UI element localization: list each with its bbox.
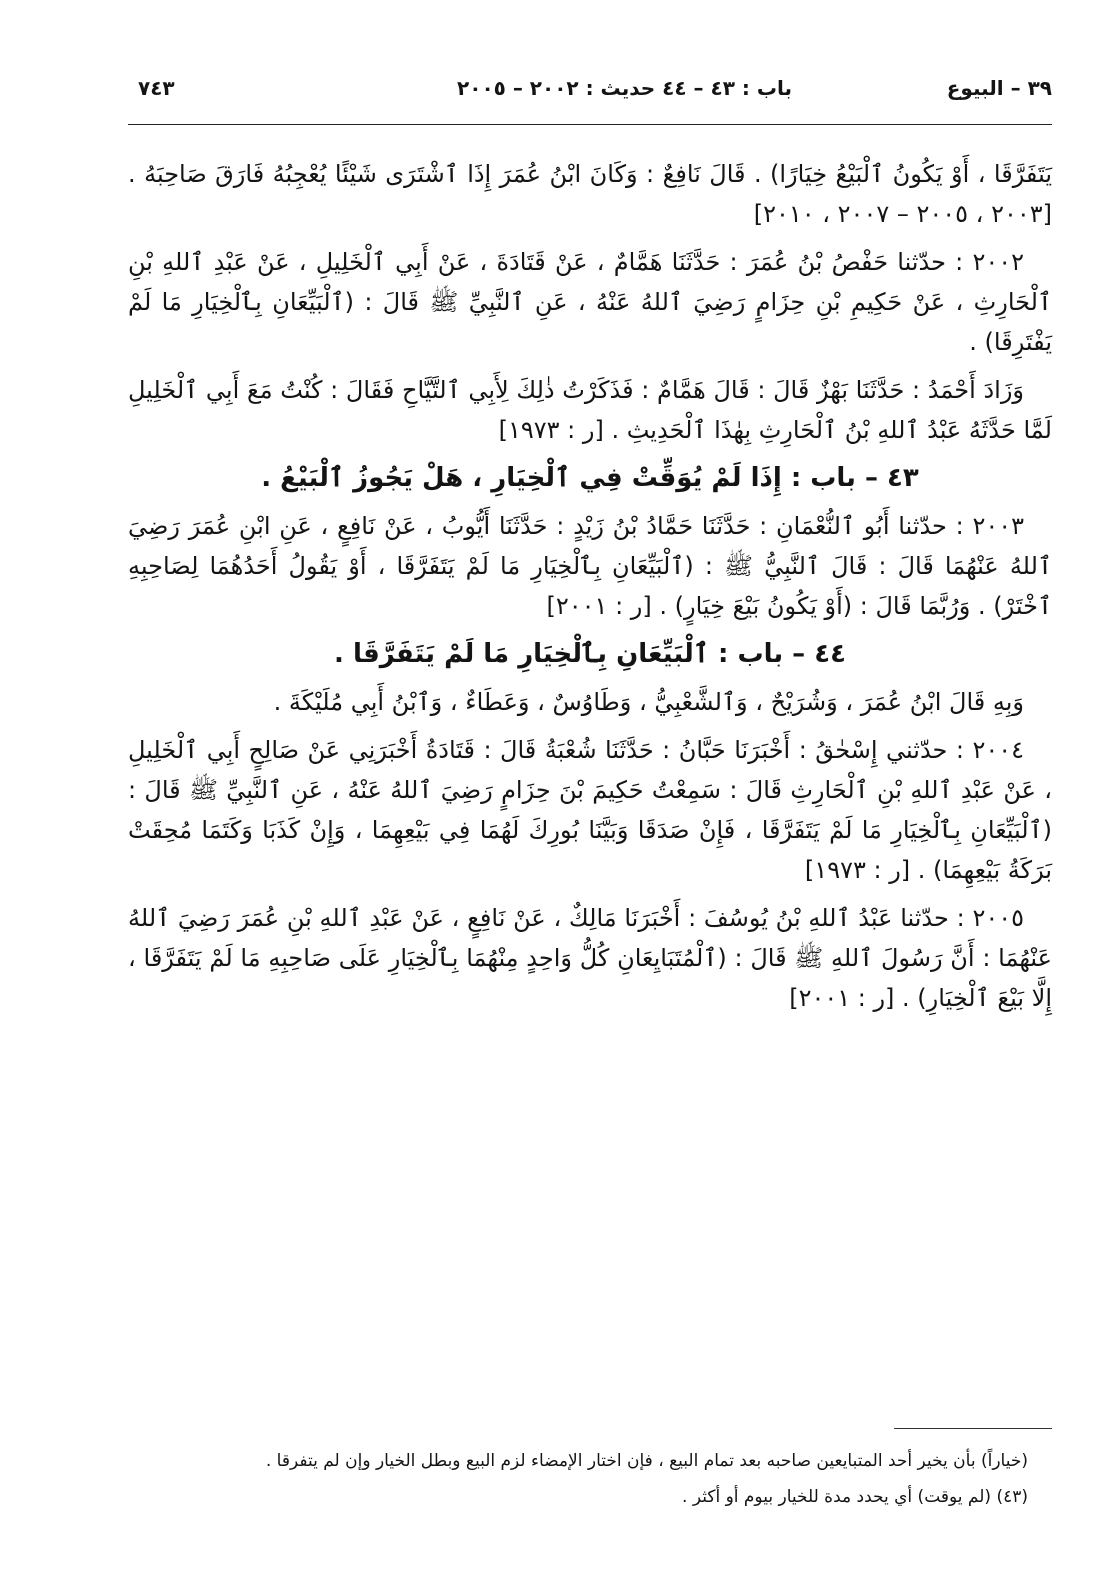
hadith-2002: ٢٠٠٢ : حدّثنا حَفْصُ بْنُ عُمَرَ : حَدَّثَنَا هَمَّامٌ ، عَنْ قَتَادَةَ ، عَنْ أَبِي ٱلْخَلِيلِ ، عَنْ عَبْدِ ٱللهِ بْنِ ٱلْحَارِثِ ، عَنْ حَكِيمِ بْنِ حِزَامٍ رَضِيَ ٱللهُ عَنْهُ ، عَنِ ٱلنَّبِيِّ ﷺ قَالَ : (ٱلْبَيِّعَانِ بِٱلْخِيَارِ مَا لَمْ يَفْتَرِقَا) . [128, 248, 1052, 356]
running-header [128, 76, 1052, 112]
book-title: ٣٩ – البيوع [946, 76, 1052, 100]
chapter-reference: باب : ٤٣ – ٤٤ حديث : ٢٠٠٢ – ٢٠٠٥ [457, 76, 792, 100]
main-text [128, 154, 1052, 1026]
hadith-2002-addendum: وَزَادَ أَحْمَدُ : حَدَّثَنَا بَهْزٌ قَالَ : قَالَ هَمَّامٌ : فَذَكَرْتُ ذٰلِكَ لِأَبِي ٱلتَّيَّاحِ فَقَالَ : كُنْتُ مَعَ أَبِي ٱلْخَلِيلِ لَمَّا حَدَّثَهُ عَبْدُ ٱللهِ بْنُ ٱلْحَارِثِ بِهٰذَا ٱلْحَدِيثِ . [ر : ١٩٧٣] [128, 376, 1052, 444]
header-divider [128, 124, 1052, 125]
hadith-2005: ٢٠٠٥ : حدّثنا عَبْدُ ٱللهِ بْنُ يُوسُفَ : أَخْبَرَنَا مَالِكٌ ، عَنْ نَافِعٍ ، عَنْ عَبْدِ ٱللهِ بْنِ عُمَرَ رَضِيَ ٱللهُ عَنْهُمَا : أَنَّ رَسُولَ ٱللهِ ﷺ قَالَ : (ٱلْمُتَبَايِعَانِ كُلُّ وَاحِدٍ مِنْهُمَا بِٱلْخِيَارِ عَلَى صَاحِبِهِ مَا لَمْ يَتَفَرَّقَا ، إِلَّا بَيْعَ ٱلْخِيَارِ) . [ر : ٢٠٠١] [128, 904, 1052, 1012]
chapter-heading-44: ٤٤ – باب : ٱلْبَيِّعَانِ بِٱلْخِيَارِ مَا لَمْ يَتَفَرَّقَا . [334, 639, 846, 669]
hadith-2003: ٢٠٠٣ : حدّثنا أَبُو ٱلنُّعْمَانِ : حَدَّثَنَا حَمَّادُ بْنُ زَيْدٍ : حَدَّثَنَا أَيُّوبُ ، عَنْ نَافِعٍ ، عَنِ ابْنِ عُمَرَ رَضِيَ ٱللهُ عَنْهُمَا قَالَ : قَالَ ٱلنَّبِيُّ ﷺ : (ٱلْبَيِّعَانِ بِٱلْخِيَارِ مَا لَمْ يَتَفَرَّقَا ، أَوْ يَقُولُ أَحَدُهُمَا لِصَاحِبِهِ ٱخْتَرْ) . وَرُبَّمَا قَالَ : (أَوْ يَكُونُ بَيْعَ خِيَارٍ) . [ر : ٢٠٠١] [128, 512, 1052, 620]
footnote-item: (٤٣) (لم يوقت) أي يحدد مدة للخيار بيوم أو أكثر . [682, 1487, 1028, 1507]
footnotes [128, 1446, 1028, 1518]
hadith-2004: ٢٠٠٤ : حدّثني إِسْحٰقُ : أَخْبَرَنَا حَبَّانُ : حَدَّثَنَا شُعْبَةُ قَالَ : قَتَادَةُ أَخْبَرَنِي عَنْ صَالِحٍ أَبِي ٱلْخَلِيلِ ، عَنْ عَبْدِ ٱللهِ بْنِ ٱلْحَارِثِ قَالَ : سَمِعْتُ حَكِيمَ بْنَ حِزَامٍ رَضِيَ ٱللهُ عَنْهُ ، عَنِ ٱلنَّبِيِّ ﷺ قَالَ : (ٱلْبَيِّعَانِ بِٱلْخِيَارِ مَا لَمْ يَتَفَرَّقَا ، فَإِنْ صَدَقَا وَبَيَّنَا بُورِكَ لَهُمَا فِي بَيْعِهِمَا ، وَإِنْ كَذَبَا وَكَتَمَا مُحِقَتْ بَرَكَةُ بَيْعِهِمَا) . [ر : ١٩٧٣] [128, 736, 1052, 884]
continuation-paragraph: يَتَفَرَّقَا ، أَوْ يَكُونُ ٱلْبَيْعُ خِيَارًا) . قَالَ نَافِعٌ : وَكَانَ ابْنُ عُمَرَ إِذَا ٱشْتَرَى شَيْئًا يُعْجِبُهُ فَارَقَ صَاحِبَهُ . [٢٠٠٣ ، ٢٠٠٥ – ٢٠٠٧ ، ٢٠١٠] [128, 160, 1052, 228]
footnote-item: (خياراً) بأن يخير أحد المتبايعين صاحبه بعد تمام البيع ، فإن اختار الإمضاء لزم البيع وبطل الخيار وإن لم يتفرقا . [265, 1451, 1028, 1471]
chapter-heading-43: ٤٣ – باب : إِذَا لَمْ يُوَقِّتْ فِي ٱلْخِيَارِ ، هَلْ يَجُوزُ ٱلْبَيْعُ . [261, 463, 919, 493]
chapter-44-intro: وَبِهِ قَالَ ابْنُ عُمَرَ ، وَشُرَيْحٌ ، وَٱلشَّعْبِيُّ ، وَطَاوُسٌ ، وَعَطَاءٌ ، وَٱبْنُ أَبِي مُلَيْكَةَ . [273, 688, 1024, 716]
page-number: ٧٤٣ [138, 76, 175, 100]
footnote-divider [894, 1428, 1052, 1429]
